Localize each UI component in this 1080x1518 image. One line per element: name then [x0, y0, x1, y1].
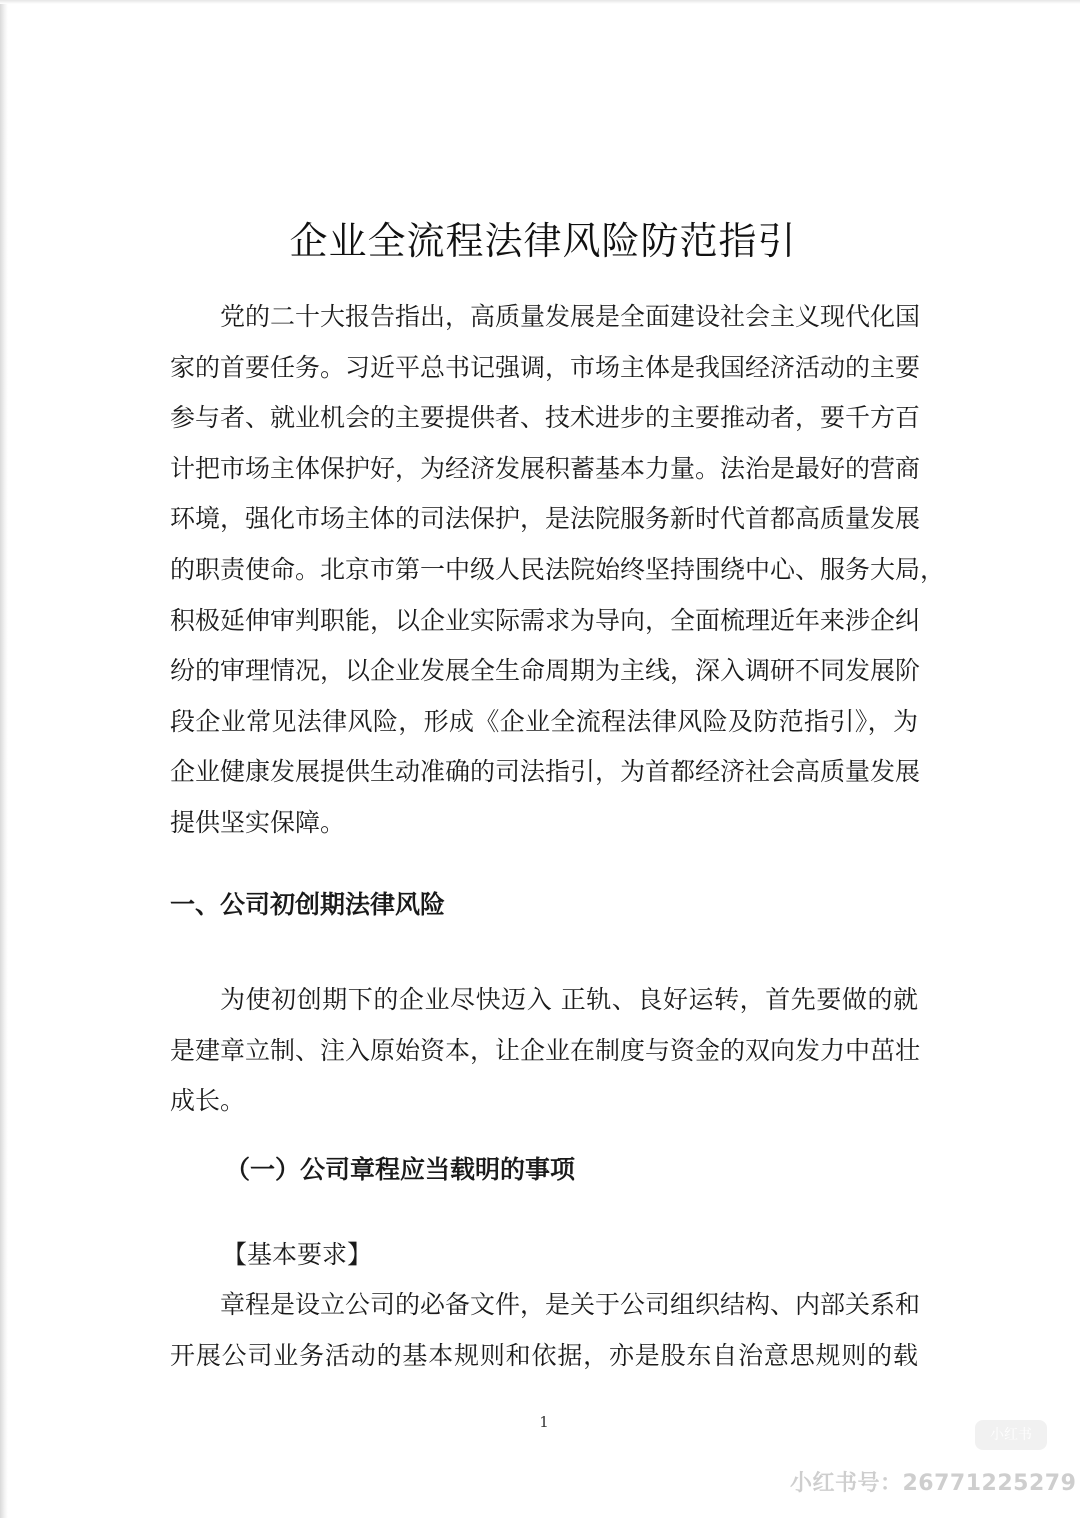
- intro-line: 党的二十大报告指出，高质量发展是全面建设社会主义现代化国: [220, 302, 921, 331]
- intro-line: 纷的审理情况，以企业发展全生命周期为主线，深入调研不同发展阶: [170, 656, 921, 686]
- requirement-line: 章程是设立公司的必备文件，是关于公司组织结构、内部关系和: [220, 1290, 921, 1319]
- basic-requirements-paragraph: [170, 1280, 921, 1381]
- intro-line: 企业健康发展提供生动准确的司法指引，为首都经济社会高质量发展: [170, 757, 921, 787]
- intro-line: 积极延伸审判职能，以企业实际需求为导向，全面梳理近年来涉企纠: [170, 605, 921, 635]
- watermark-text: 小红书号：26771225279: [790, 1471, 1077, 1496]
- watermark-badge: 小红书: [975, 1420, 1047, 1450]
- basic-requirements-heading: 【基本要求】: [222, 1240, 373, 1269]
- subsection-heading: （一）公司章程应当载明的事项: [225, 1155, 576, 1184]
- document-title: 企业全流程法律风险防范指引: [289, 219, 797, 264]
- section-paragraph: [170, 975, 921, 1127]
- section-line: 成长。: [170, 1086, 246, 1116]
- page-number: 1: [539, 1413, 549, 1431]
- intro-line: 环境，强化市场主体的司法保护，是法院服务新时代首都高质量发展: [170, 504, 921, 534]
- section-heading: 一、公司初创期法律风险: [170, 890, 446, 919]
- intro-line: 计把市场主体保护好，为经济发展积蓄基本力量。法治是最好的营商: [170, 453, 921, 483]
- intro-line: 的职责使命。北京市第一中级人民法院始终坚持围绕中心、服务大局，: [170, 554, 946, 584]
- intro-line: 段企业常见法律风险，形成《企业全流程法律风险及防范指引》，为: [170, 706, 918, 736]
- page-top-edge: [0, 0, 1080, 4]
- requirement-line: 开展公司业务活动的基本规则和依据，亦是股东自治意思规则的载: [170, 1340, 918, 1370]
- intro-line: 参与者、就业机会的主要提供者、技术进步的主要推动者，要千方百: [170, 403, 921, 433]
- intro-paragraph: [170, 292, 946, 849]
- section-line: 是建章立制、注入原始资本，让企业在制度与资金的双向发力中茁壮: [170, 1035, 921, 1065]
- intro-line: 家的首要任务。习近平总书记强调，市场主体是我国经济活动的主要: [170, 352, 921, 382]
- intro-line: 提供坚实保障。: [170, 807, 346, 837]
- section-line: 为使初创期下的企业尽快迈入 正轨、良好运转，首先要做的就: [220, 985, 918, 1014]
